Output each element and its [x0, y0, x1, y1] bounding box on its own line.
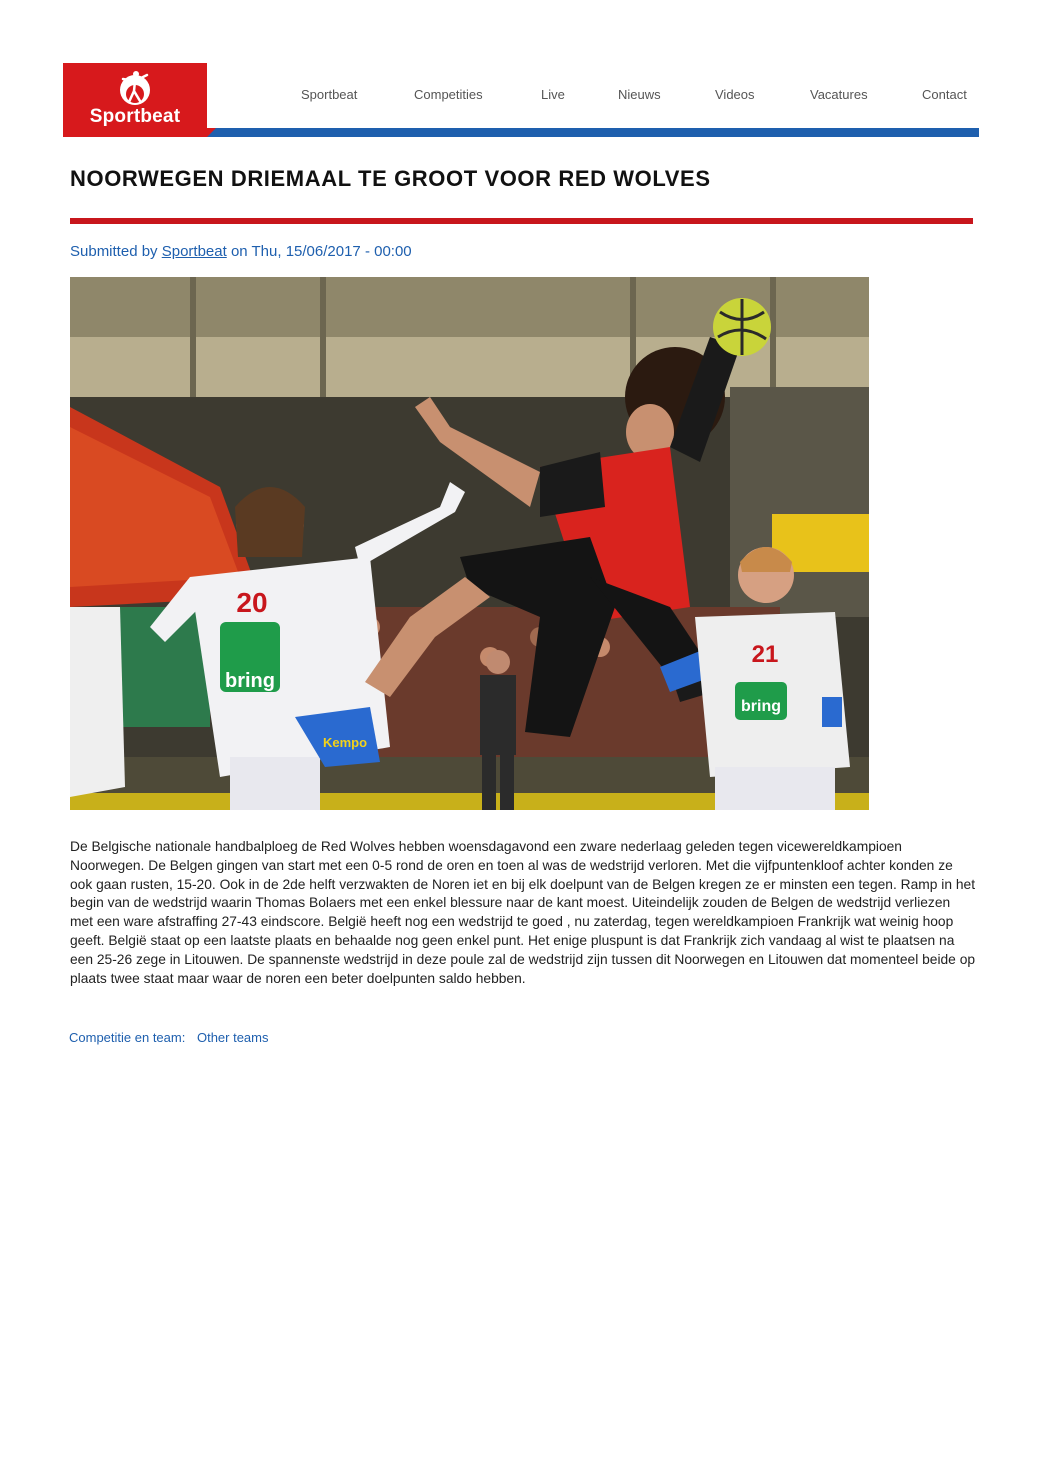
article-tags: [69, 1030, 269, 1045]
header-accent-bar: [207, 128, 979, 137]
jersey-number-right: 21: [751, 641, 779, 668]
author-link[interactable]: Sportbeat: [161, 243, 227, 260]
jersey-sponsor-left: bring: [225, 670, 275, 692]
title-divider: [70, 218, 973, 224]
submitted-prefix: Submitted by: [70, 243, 158, 260]
nav-sportbeat[interactable]: Sportbeat: [301, 87, 358, 102]
article-photo: [70, 277, 869, 810]
submitted-meta: [70, 243, 412, 260]
nav-nieuws[interactable]: Nieuws: [618, 87, 661, 102]
tags-label: Competitie en team:: [69, 1030, 186, 1045]
jersey-sponsor-right: bring: [741, 698, 781, 715]
article-title: NOORWEGEN DRIEMAAL TE GROOT VOOR RED WOLVES: [70, 166, 711, 191]
site-header: [63, 63, 979, 139]
shoe-brand-text: Kempo: [322, 735, 368, 750]
player-far-left: [70, 607, 125, 797]
nav-competities[interactable]: Competities: [414, 87, 483, 102]
nav-contact[interactable]: Contact: [922, 87, 967, 102]
tag-other-teams-link[interactable]: Other teams: [196, 1030, 269, 1045]
nav-live[interactable]: Live: [541, 87, 565, 102]
logo-text: Sportbeat: [89, 106, 181, 127]
main-nav: [63, 63, 979, 127]
submitted-date: on Thu, 15/06/2017 - 00:00: [230, 243, 412, 260]
nav-vacatures[interactable]: Vacatures: [810, 87, 868, 102]
jersey-number-left: 20: [236, 587, 268, 618]
nav-videos[interactable]: Videos: [715, 87, 755, 102]
handball-photo-illustration: [70, 277, 869, 810]
article-body: De Belgische nationale handbalploeg de Red Wolves hebben woensdagavond een zware nederlaag geleden tegen vicewereldkampioen Noorwegen. De Belgen gingen van start met een 0-5 rond de oren en toen al was de wedstrijd verloren. Met die vijfpuntenkloof achter konden ze ook gaan rusten, 15-20. Ook in de 2de helft verzwakten de Noren iet en bij elk doelpunt van de Belgen kregen ze er minsten een tegen. Ramp in het begin van de wedstrijd waarin Thomas Bolaers met een enkel blessure naar de kant moest. Uiteindelijk zouden de Belgen de wedstrijd verliezen met een ware afstraffing 27-43 eindscore. België heeft nog een wedstrijd te goed , nu zaterdag, tegen wereldkampioen Frankrijk wat weinig hoop geeft. België staat op een laatste plaats en behaalde nog geen enkel punt. Het enige pluspunt is dat Frankrijk zich vandaag al wist te plaatsen na een 25-26 zege in Litouwen. De spannenste wedstrijd in deze poule zal de wedstrijd zijn tussen dit Noorwegen en Litouwen dat momenteel beide op plaats twee staat maar waar de noren een beter doelpunten saldo hebben.: [70, 839, 976, 986]
